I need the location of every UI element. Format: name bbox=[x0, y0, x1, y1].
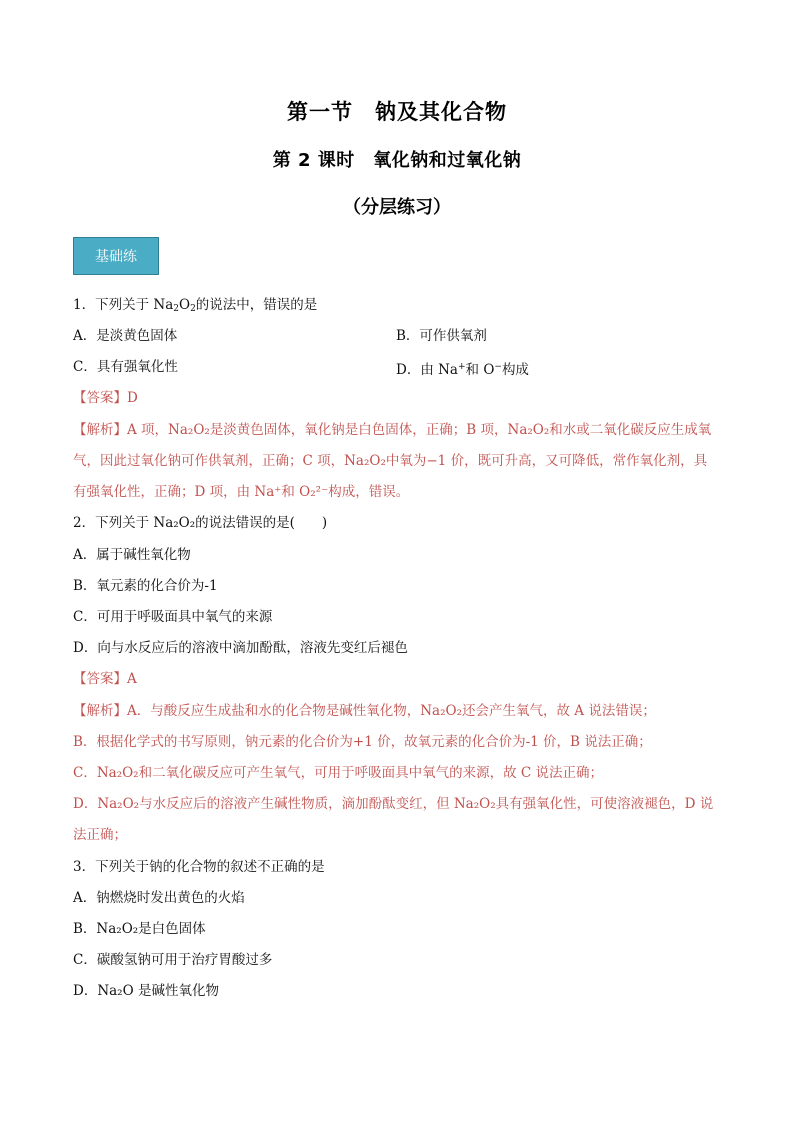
q3-option-c: C．碳酸氢钠可用于治疗胃酸过多 bbox=[73, 952, 273, 968]
q2-analysis-line: 【解析】A．与酸反应生成盐和水的化合物是碱性氧化物，Na₂O₂还会产生氧气，故 A 说法错误； bbox=[73, 703, 656, 719]
q1-analysis-line: 气，因此过氧化钠可作供氧剂，正确；C 项，Na₂O₂中氧为−1 价，既可升高，又可降低，常作氧化剂，具 bbox=[73, 453, 708, 469]
q1-stem: 1．下列关于 $Na_2O_2$的说法中，错误的是 bbox=[73, 297, 318, 314]
section-label: （分层练习） bbox=[343, 197, 451, 218]
answer-value: A bbox=[127, 671, 137, 687]
q3-option-a: A．钠燃烧时发出黄色的火焰 bbox=[73, 890, 245, 906]
q1-option-c: C．具有强氧化性 bbox=[73, 359, 178, 375]
lesson-subtitle: 第 2 课时 氧化钠和过氧化钠 bbox=[272, 150, 522, 171]
q3-option-b: B．Na₂O₂是白色固体 bbox=[73, 921, 206, 937]
q2-analysis-line: B．根据化学式的书写原则，钠元素的化合价为+1 价，故氧元素的化合价为-1 价，B 说法正确； bbox=[73, 734, 652, 750]
answer-value: D bbox=[127, 390, 138, 406]
q2-option-c: C．可用于呼吸面具中氧气的来源 bbox=[73, 609, 273, 625]
q1-option-b: B．可作供氧剂 bbox=[396, 328, 487, 344]
q1-analysis-line: 【解析】A 项，Na₂O₂是淡黄色固体，氧化钠是白色固体，正确；B 项，Na₂O₂和水或二氧化碳反应生成氧 bbox=[73, 422, 712, 438]
q2-analysis-line: D．Na₂O₂与水反应后的溶液产生碱性物质，滴加酚酞变红，但 Na₂O₂具有强氧化性，可使溶液褪色，D 说 bbox=[73, 796, 714, 812]
q2-option-d: D．向与水反应后的溶液中滴加酚酞，溶液先变红后褪色 bbox=[73, 640, 408, 656]
q1-answer bbox=[73, 388, 723, 408]
q1-option-a: A．是淡黄色固体 bbox=[73, 328, 178, 344]
answer-label: 【答案】 bbox=[73, 390, 127, 406]
q3-stem: 3．下列关于钠的化合物的叙述不正确的是 bbox=[73, 859, 325, 875]
q1-analysis-line: 有强氧化性，正确；D 项，由 Na⁺和 O₂²⁻构成，错误。 bbox=[73, 484, 410, 500]
page-title: 第一节 钠及其化合物 bbox=[287, 100, 507, 124]
analysis-label: 【解析】 bbox=[73, 422, 127, 438]
q2-option-b: B．氧元素的化合价为-1 bbox=[73, 578, 218, 594]
q1-option-d: D．由 Na+和 O−构成 bbox=[396, 362, 529, 378]
q2-analysis-line: 法正确； bbox=[73, 827, 127, 843]
answer-label: 【答案】 bbox=[73, 671, 127, 687]
q2-analysis-line: C．Na₂O₂和二氧化碳反应可产生氧气，可用于呼吸面具中氧气的来源，故 C 说法正确； bbox=[73, 765, 603, 781]
basic-practice-tag bbox=[73, 237, 159, 275]
q2-option-a: A．属于碱性氧化物 bbox=[73, 547, 191, 563]
analysis-label: 【解析】 bbox=[73, 703, 127, 719]
basic-practice-label: 基础练 bbox=[95, 249, 137, 265]
q2-answer bbox=[73, 669, 723, 689]
q2-stem: 2．下列关于 Na₂O₂的说法错误的是( ) bbox=[73, 515, 328, 531]
q3-option-d: D．Na₂O 是碱性氧化物 bbox=[73, 983, 219, 999]
